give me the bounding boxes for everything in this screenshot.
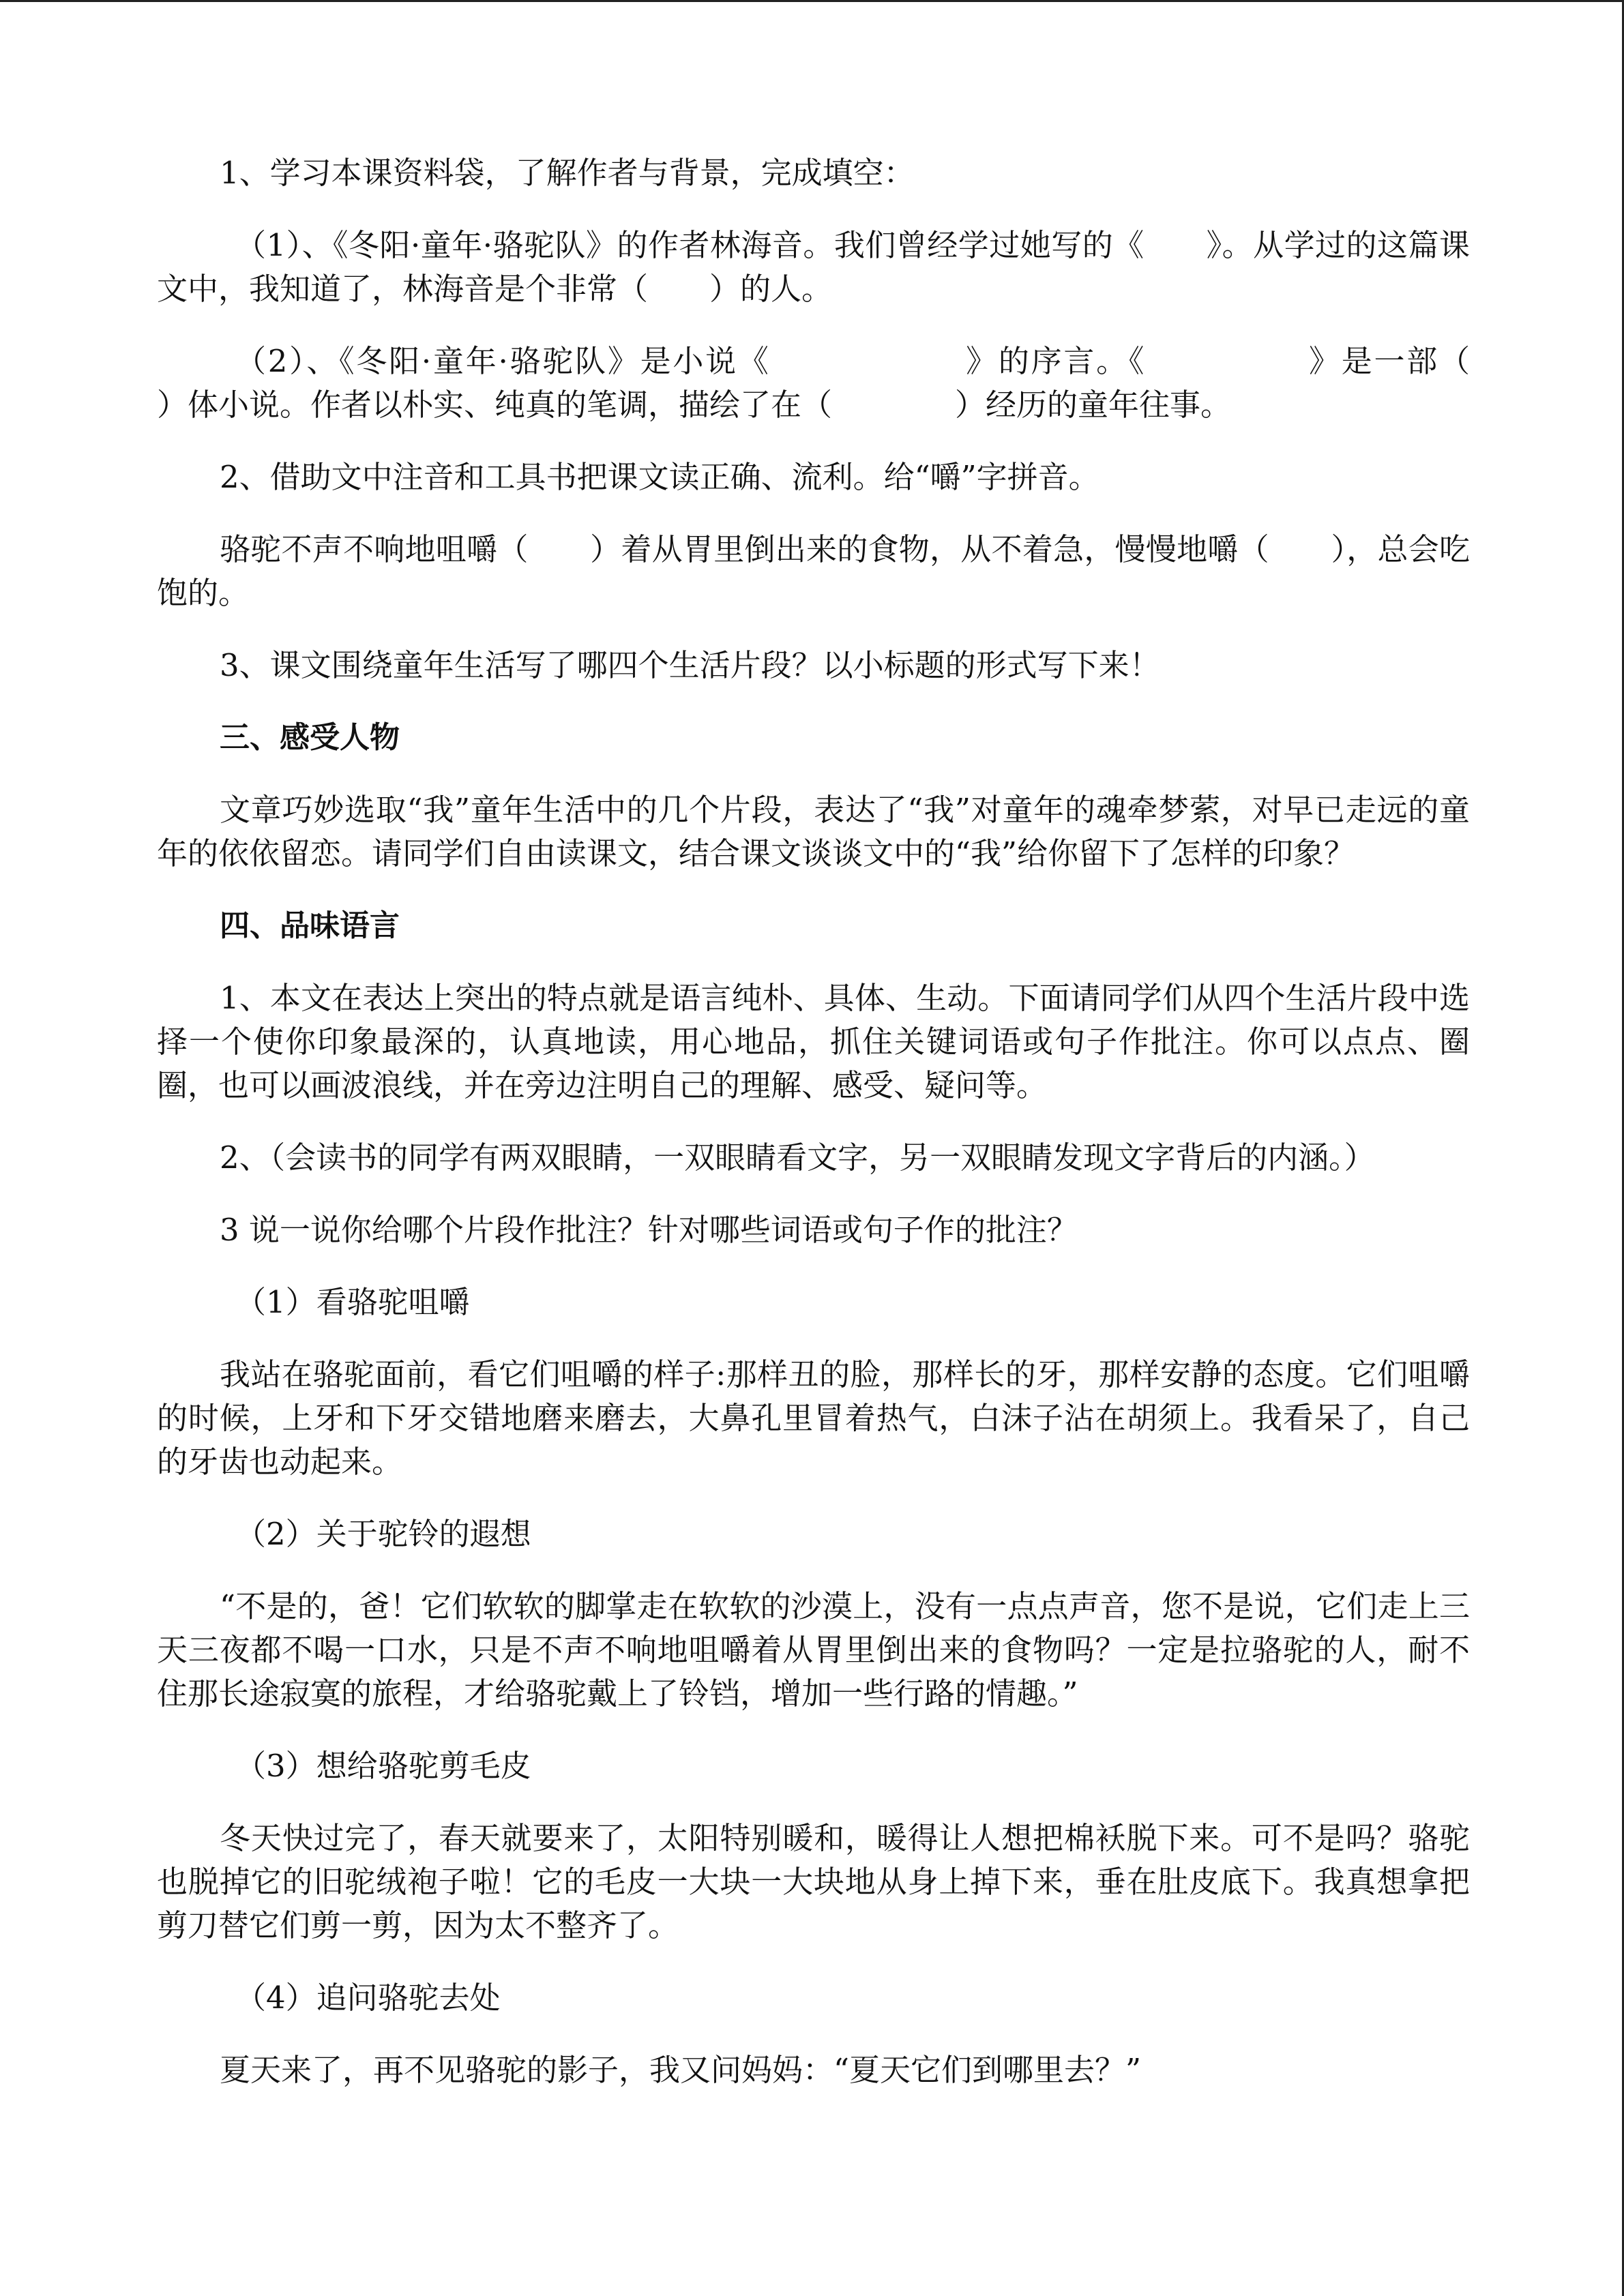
paragraph: （1）看骆驼咀嚼 bbox=[235, 1284, 470, 1320]
paragraph: 骆驼不声不响地咀嚼（ ）着从胃里倒出来的食物，从不着急，慢慢地嚼（ ），总会吃饱的。 bbox=[157, 531, 1470, 611]
section-heading: 三、感受人物 bbox=[220, 720, 400, 755]
paragraph: 2、（会读书的同学有两双眼睛，一双眼睛看文字，另一双眼睛发现文字背后的内涵。） bbox=[220, 1139, 1375, 1176]
paragraph: “不是的，爸！它们软软的脚掌走在软软的沙漠上，没有一点点声音，您不是说，它们走上三天三夜都不喝一口水，只是不声不响地咀嚼着从胃里倒出来的食物吗？一定是拉骆驼的人，耐不住那长途寂寞的旅程，才给骆驼戴上了铃铛，增加一些行路的情趣。” bbox=[157, 1588, 1470, 1712]
page-border-top bbox=[0, 0, 1624, 2]
section-heading: 四、品味语言 bbox=[220, 908, 400, 943]
paragraph: 冬天快过完了，春天就要来了，太阳特别暖和，暖得让人想把棉袄脱下来。可不是吗？骆驼也脱掉它的旧驼绒袍子啦！它的毛皮一大块一大块地从身上掉下来，垂在肚皮底下。我真想拿把剪刀替它们剪一剪，因为太不整齐了。 bbox=[157, 1820, 1470, 1943]
paragraph: 夏天来了，再不见骆驼的影子，我又问妈妈：“夏天它们到哪里去？” bbox=[220, 2052, 1142, 2088]
paragraph: （3）想给骆驼剪毛皮 bbox=[235, 1748, 531, 1784]
paragraph: 3、课文围绕童年生活写了哪四个生活片段？以小标题的形式写下来！ bbox=[220, 647, 1160, 683]
document-body bbox=[157, 151, 1563, 2121]
paragraph: 2、借助文中注音和工具书把课文读正确、流利。给“嚼”字拼音。 bbox=[220, 459, 1099, 495]
paragraph: （4）追问骆驼去处 bbox=[235, 1980, 501, 2016]
paragraph: 1、学习本课资料袋，了解作者与背景，完成填空： bbox=[220, 155, 915, 191]
paragraph: （2）关于驼铃的遐想 bbox=[235, 1516, 531, 1552]
paragraph: （1）、《冬阳·童年·骆驼队》的作者林海音。我们曾经学过她写的《 》。从学过的这篇课文中，我知道了，林海音是个非常（ ）的人。 bbox=[157, 227, 1470, 307]
paragraph: 文章巧妙选取“我”童年生活中的几个片段，表达了“我”对童年的魂牵梦萦，对早已走远的童年的依依留恋。请同学们自由读课文，结合课文谈谈文中的“我”给你留下了怎样的印象？ bbox=[157, 792, 1470, 871]
paragraph: 我站在骆驼面前，看它们咀嚼的样子:那样丑的脸，那样长的牙，那样安静的态度。它们咀嚼的时候，上牙和下牙交错地磨来磨去，大鼻孔里冒着热气，白沫子沾在胡须上。我看呆了，自己的牙齿也动起来。 bbox=[157, 1356, 1470, 1480]
paragraph: 3 说一说你给哪个片段作批注？针对哪些词语或句子作的批注？ bbox=[220, 1212, 1078, 1248]
paragraph: 1、本文在表达上突出的特点就是语言纯朴、具体、生动。下面请同学们从四个生活片段中选择一个使你印象最深的，认真地读，用心地品，抓住关键词语或句子作批注。你可以点点、圈圈，也可以画波浪线，并在旁边注明自己的理解、感受、疑问等。 bbox=[157, 980, 1470, 1103]
paragraph: （2）、《冬阳·童年·骆驼队》是小说《 》的序言。《 》是一部（ ）体小说。作者以朴实、纯真的笔调，描绘了在（ ）经历的童年往事。 bbox=[157, 343, 1563, 423]
